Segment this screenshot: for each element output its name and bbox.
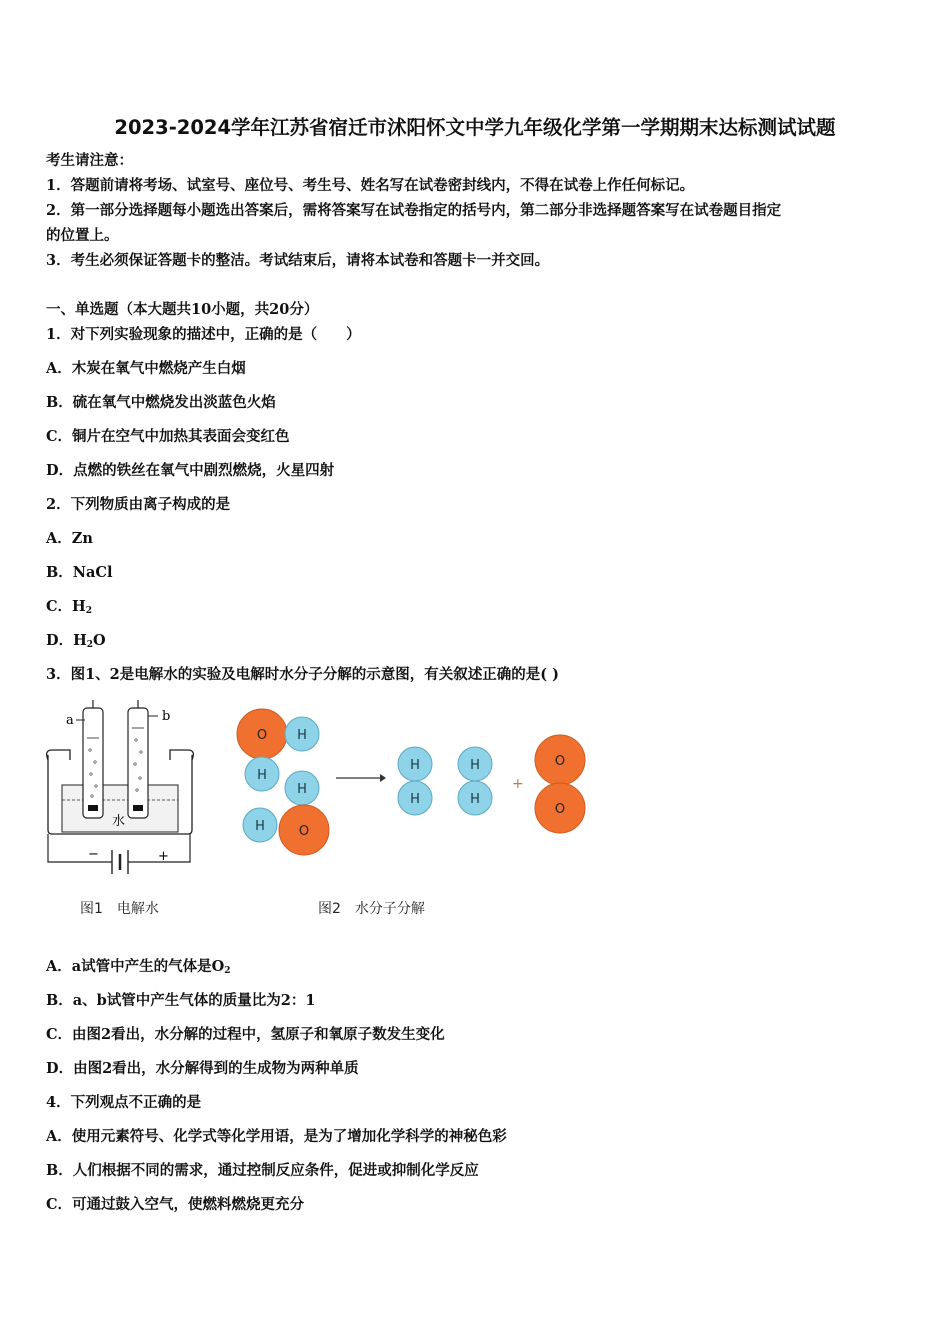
- water-molecule-1-hydrogen: [245, 757, 279, 791]
- q1-option-a: A．木炭在氧气中燃烧产生白烟: [46, 360, 246, 377]
- notice-item-3: 3．考生必须保证答题卡的整洁。考试结束后，请将本试卷和答题卡一并交回。: [46, 252, 550, 269]
- q3-option-d: D．由图2看出，水分解得到的生成物为两种单质: [46, 1060, 359, 1077]
- atom-symbol: H: [410, 792, 420, 807]
- notice-item-2: 2．第一部分选择题每小题选出答案后，需将答案写在试卷指定的括号内，第二部分非选择题答案写在试卷题目指定: [46, 202, 782, 219]
- figure-electrolysis: [40, 700, 200, 900]
- q1-option-c: C．铜片在空气中加热其表面会变红色: [46, 428, 290, 445]
- q4-option-a: A．使用元素符号、化学式等化学用语，是为了增加化学科学的神秘色彩: [46, 1128, 507, 1145]
- water-molecule-2-oxygen: [279, 805, 329, 855]
- q2-stem: 2．下列物质由离子构成的是: [46, 496, 231, 513]
- label-minus: −: [88, 847, 99, 862]
- q2-option-a: A．Zn: [46, 530, 93, 547]
- q4-option-c: C．可通过鼓入空气，使燃料燃烧更充分: [46, 1196, 305, 1213]
- atom-symbol: O: [298, 824, 310, 839]
- figure-water-decomposition: [230, 700, 600, 860]
- q1-stem: 1．对下列实验现象的描述中，正确的是（ ）: [46, 326, 361, 343]
- notice-item-2-cont: 的位置上。: [46, 227, 119, 244]
- atom-symbol: H: [257, 768, 267, 783]
- hydrogen-molecule-2-atom: [458, 781, 492, 815]
- label-plus: +: [158, 849, 169, 864]
- oxygen-molecule-atom: [535, 735, 585, 785]
- atom-symbol: H: [470, 758, 480, 773]
- water-molecule-2-hydrogen: [285, 771, 319, 805]
- atom-symbol: O: [554, 802, 566, 817]
- atom-symbol: O: [256, 728, 268, 743]
- label-b: b: [162, 709, 171, 724]
- page-title: 2023-2024学年江苏省宿迁市沭阳怀文中学九年级化学第一学期期末达标测试试题: [114, 116, 836, 139]
- atom-symbol: H: [470, 792, 480, 807]
- hydrogen-molecule-2-atom: [458, 747, 492, 781]
- section-heading: 一、单选题（本大题共10小题，共20分）: [46, 301, 319, 318]
- q3-stem: 3．图1、2是电解水的实验及电解时水分子分解的示意图，有关叙述正确的是( ): [46, 666, 560, 683]
- notice-item-1: 1．答题前请将考场、试室号、座位号、考生号、姓名写在试卷密封线内，不得在试卷上作任何标记。: [46, 177, 695, 194]
- notice-heading: 考生请注意：: [46, 152, 133, 169]
- water-molecule-1-oxygen: [237, 709, 287, 759]
- reaction-plus: +: [512, 776, 524, 792]
- hydrogen-molecule-1-atom: [398, 747, 432, 781]
- q2-option-d: D．$H_2O$: [46, 632, 106, 650]
- oxygen-molecule-atom: [535, 783, 585, 833]
- q4-stem: 4．下列观点不正确的是: [46, 1094, 202, 1111]
- q3-option-c: C．由图2看出，水分解的过程中，氢原子和氧原子数发生变化: [46, 1026, 445, 1043]
- q1-option-d: D．点燃的铁丝在氧气中剧烈燃烧，火星四射: [46, 462, 335, 479]
- hydrogen-molecule-1-atom: [398, 781, 432, 815]
- q3-option-b: B．a、b试管中产生气体的质量比为2：1: [46, 992, 316, 1009]
- q1-option-b: B．硫在氧气中燃烧发出淡蓝色火焰: [46, 394, 276, 411]
- atom-symbol: O: [554, 754, 566, 769]
- q4-option-b: B．人们根据不同的需求，通过控制反应条件，促进或抑制化学反应: [46, 1162, 479, 1179]
- label-water: 水: [112, 814, 126, 829]
- atom-symbol: H: [297, 782, 307, 797]
- caption-figure-2: 图2 水分子分解: [318, 901, 425, 917]
- q2-option-c: C．$H_2$: [46, 598, 93, 616]
- atom-symbol: H: [255, 819, 265, 834]
- water-molecule-1-hydrogen: [285, 717, 319, 751]
- atom-symbol: H: [297, 728, 307, 743]
- water-molecule-2-hydrogen: [243, 808, 277, 842]
- q2-option-b: B．NaCl: [46, 564, 113, 581]
- label-a: a: [66, 713, 74, 728]
- q3-option-a: A．a试管中产生的气体是$O_2$: [46, 958, 231, 976]
- caption-figure-1: 图1 电解水: [80, 901, 159, 917]
- atom-symbol: H: [410, 758, 420, 773]
